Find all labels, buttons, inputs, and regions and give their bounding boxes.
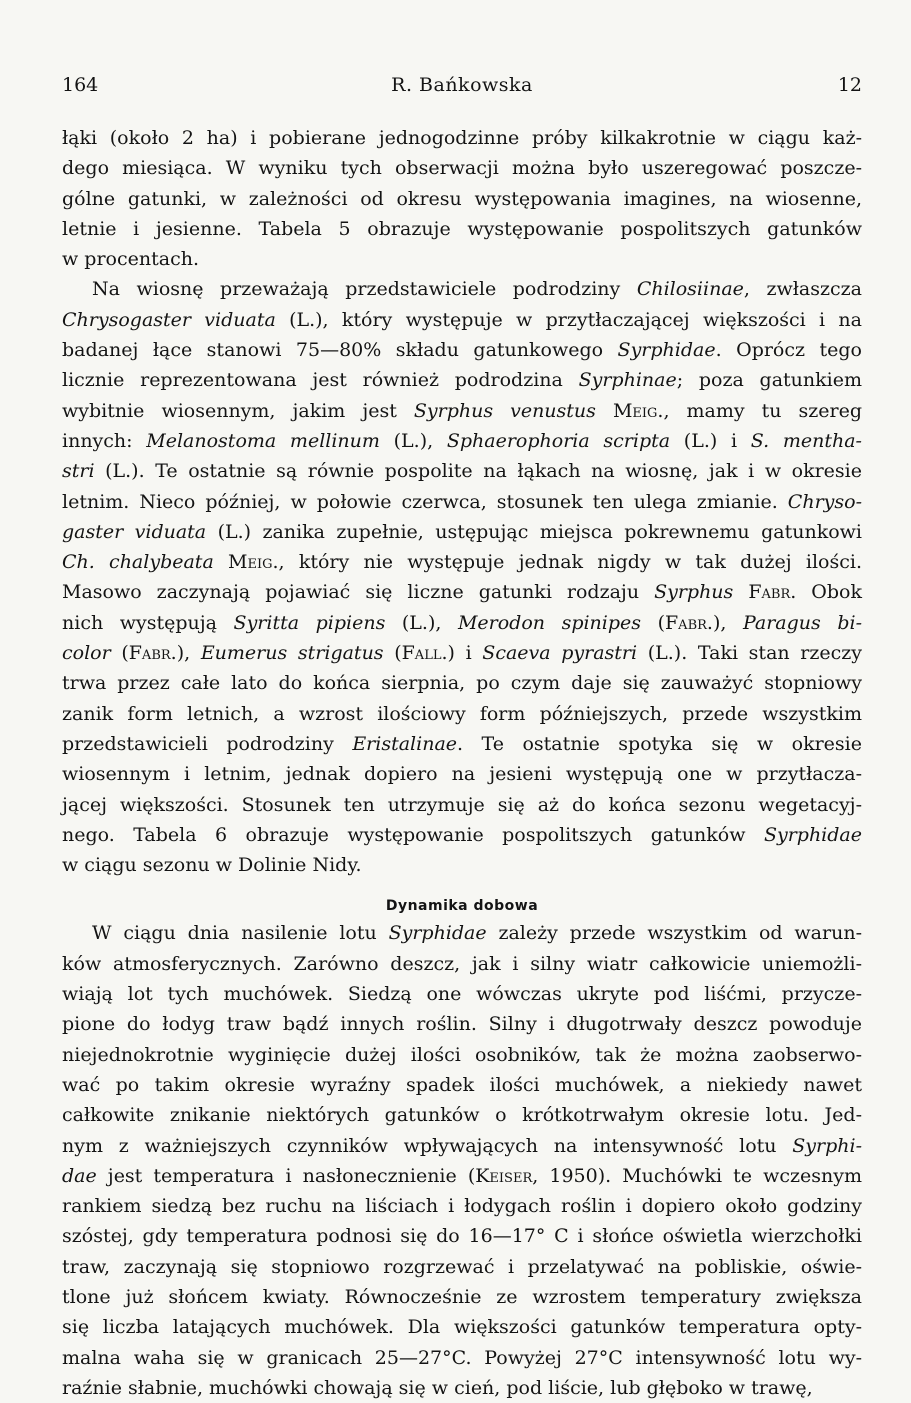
text-run: wiają lot tych muchówek. Siedzą one wówczas ukryte pod liśćmi, przycze-	[62, 983, 862, 1006]
text-line	[62, 790, 862, 820]
running-header	[62, 70, 862, 100]
text-run: w procentach.	[62, 248, 199, 271]
text-run: nym z ważniejszych czynników wpływających na intensywność lotu	[62, 1134, 793, 1157]
text-run: traw, zaczynają się stopniowo rozgrzewać i przelatywać na pobliskie, oświe-	[62, 1255, 862, 1278]
text-run: raźnie słabnie, muchówki chowają się w cień, pod liście, lub głęboko w trawę,	[62, 1376, 813, 1399]
text-run: (L.), który występuje w przytłaczającej większości i na	[275, 308, 862, 331]
text-run: całkowite znikanie niektórych gatunków o krótkotrwałym okresie lotu. Jed-	[62, 1104, 862, 1127]
text-run: malna waha się w granicach 25—27°C. Powyżej 27°C intensywność lotu wy-	[62, 1346, 862, 1369]
text-line	[62, 949, 862, 979]
text-run: łąki (około 2 ha) i pobierane jednogodzinne próby kilkakrotnie w ciągu każ-	[62, 127, 862, 149]
text-run: , zwłaszcza	[743, 278, 862, 301]
text-run: (	[110, 642, 129, 665]
text-line	[62, 577, 862, 607]
text-line	[62, 1343, 862, 1373]
italic-taxon: Paragus bi-	[742, 611, 862, 634]
text-line	[62, 668, 862, 698]
text-line	[62, 274, 862, 304]
text-run: nich występują	[62, 611, 234, 634]
text-line	[62, 426, 862, 456]
text-line	[62, 1070, 862, 1100]
text-run: jącej większości. Stosunek ten utrzymuje się aż do końca sezonu wegetacyj-	[62, 793, 862, 816]
text-run: . Obok	[790, 581, 862, 604]
italic-taxon: Syrphi-	[792, 1134, 862, 1157]
running-head-author: R. Bańkowska	[391, 74, 533, 96]
text-run	[596, 400, 613, 422]
text-run: . Oprócz tego	[715, 339, 862, 362]
italic-taxon: Sphaerophoria scripta	[446, 429, 671, 452]
text-run: szóstej, gdy temperatura podnosi się do 16—17° C i słońce oświetla wierzchołki	[62, 1225, 862, 1248]
italic-taxon: Eristalinae	[352, 732, 458, 755]
text-run: wybitnie wiosennym, jakim jest	[62, 399, 414, 422]
text-run: (	[641, 611, 665, 634]
volume-number: 12	[837, 74, 862, 96]
text-line	[62, 1100, 862, 1130]
text-run: (L.) i	[670, 429, 751, 452]
text-run: (	[383, 642, 402, 665]
paragraph-seasonal-species	[62, 274, 862, 880]
italic-taxon: S. mentha-	[750, 429, 862, 452]
text-line	[62, 1131, 862, 1161]
text-run: , 1950). Muchówki te wczesnym	[532, 1164, 862, 1187]
text-line	[62, 1009, 862, 1039]
text-run: niejednokrotnie wyginięcie dużej ilości osobników, tak że można zaobserwo-	[62, 1043, 862, 1066]
text-run: (L.) zanika zupełnie, ustępując miejsca pokrewnemu gatunkowi	[206, 520, 862, 543]
text-line	[62, 1282, 862, 1312]
text-run: tlone już słońcem kwiaty. Równocześnie ze wzrostem temperatury zwiększa	[62, 1285, 862, 1308]
text-line	[62, 729, 862, 759]
text-line	[62, 1312, 862, 1342]
text-line	[62, 214, 862, 244]
italic-taxon: stri	[62, 460, 95, 483]
text-line	[62, 305, 862, 335]
italic-taxon: Eumerus strigatus	[200, 642, 384, 665]
italic-taxon: Ch. chalybeata	[62, 551, 214, 574]
text-line	[62, 365, 862, 395]
text-run: badanej łące stanowi 75—80% składu gatunkowego	[62, 339, 618, 362]
text-line	[62, 1191, 862, 1221]
section-heading: Dynamika dobowa	[385, 898, 539, 915]
text-run: zanik form letnich, a wzrost ilościowy form późniejszych, przede wszystkim	[62, 702, 862, 725]
italic-taxon: gaster viduata	[62, 520, 207, 543]
italic-taxon: Syritta pipiens	[233, 611, 386, 634]
italic-taxon: color	[62, 642, 111, 665]
italic-taxon: Syrphus venustus	[413, 399, 596, 422]
text-line	[62, 335, 862, 365]
text-run: .),	[170, 642, 201, 665]
text-line	[62, 1252, 862, 1282]
text-run	[733, 581, 748, 603]
text-run: .) i	[441, 642, 483, 665]
text-run: (L.),	[385, 611, 458, 634]
text-line	[62, 699, 862, 729]
italic-taxon: Syrphinae	[578, 369, 677, 392]
text-run: W ciągu dnia nasilenie lotu	[92, 922, 389, 945]
italic-taxon: Chrysogaster viduata	[62, 308, 276, 331]
small-caps-author: Fabr	[665, 611, 707, 634]
italic-taxon: Chilosiinae	[636, 278, 744, 301]
text-run: ., który nie występuje jednak nigdy w tak dużej ilości.	[272, 551, 862, 574]
paragraph-seasonal-intro	[62, 123, 862, 274]
text-run: (L.),	[379, 429, 447, 452]
italic-taxon: Chryso-	[787, 490, 862, 513]
text-line	[62, 918, 862, 948]
italic-taxon: Scaeva pyrastri	[482, 642, 638, 665]
small-caps-author: Fall	[401, 642, 442, 665]
text-line	[62, 820, 862, 850]
italic-taxon: Syrphidae	[388, 922, 487, 945]
text-line	[62, 1373, 862, 1403]
text-run: w ciągu sezonu w Dolinie Nidy.	[62, 854, 362, 877]
text-run: licznie reprezentowana jest również podrodzina	[62, 369, 579, 392]
text-line	[62, 184, 862, 214]
text-run: innych:	[62, 429, 147, 452]
text-line	[62, 759, 862, 789]
italic-taxon: Melanostoma mellinum	[146, 429, 380, 452]
small-caps-author: Meig	[228, 551, 273, 574]
text-run: ., mamy tu szereg	[657, 399, 862, 422]
text-run: letnie i jesienne. Tabela 5 obrazuje występowanie pospolitszych gatunków	[62, 217, 862, 240]
text-line	[62, 244, 862, 274]
italic-taxon: Merodon spinipes	[457, 611, 642, 634]
text-run: rankiem siedzą bez ruchu na liściach i łodygach roślin i dopiero około godziny	[62, 1195, 862, 1218]
text-run: gólne gatunki, w zależności od okresu występowania imagines, na wiosenne,	[62, 187, 862, 210]
text-run: ków atmosferycznych. Zarówno deszcz, jak i silny wiatr całkowicie uniemożli-	[62, 952, 862, 975]
text-run: zależy przede wszystkim od warun-	[486, 922, 862, 945]
text-run	[214, 551, 228, 573]
text-run: pione do łodyg traw bądź innych roślin. Silny i długotrwały deszcz powoduje	[62, 1013, 862, 1036]
italic-taxon: Syrphidae	[763, 823, 862, 846]
text-line	[62, 608, 862, 638]
text-line	[62, 638, 862, 668]
italic-taxon: dae	[62, 1164, 97, 1187]
text-line	[62, 1221, 862, 1251]
text-line	[62, 850, 862, 880]
text-line	[62, 123, 862, 153]
italic-taxon: Syrphus	[654, 581, 734, 604]
text-run: jest temperatura i nasłonecznienie (	[96, 1164, 476, 1187]
text-run: trwa przez całe lato do końca sierpnia, po czym daje się zauważyć stopniowy	[62, 672, 862, 695]
small-caps-author: Fabr	[748, 581, 791, 604]
text-line	[62, 487, 862, 517]
text-run: .),	[706, 611, 743, 634]
text-run: letnim. Nieco później, w połowie czerwca, stosunek ten ulega zmianie.	[62, 490, 788, 513]
text-run: się liczba latających muchówek. Dla większości gatunków temperatura opty-	[62, 1316, 862, 1339]
page-number: 164	[62, 74, 99, 96]
text-run: nego. Tabela 6 obrazuje występowanie pospolitszych gatunków	[62, 823, 764, 846]
text-run: ; poza gatunkiem	[676, 369, 862, 392]
text-run: wiosennym i letnim, jednak dopiero na jesieni występują one w przytłacza-	[62, 763, 862, 786]
text-run: (L.). Te ostatnie są równie pospolite na łąkach na wiosnę, jak i w okresie	[94, 460, 862, 483]
paragraph-daily-dynamics	[62, 918, 862, 1403]
text-line	[62, 153, 862, 183]
text-line	[62, 547, 862, 577]
text-line	[62, 1161, 862, 1191]
small-caps-author: Fabr	[128, 642, 171, 665]
text-run: (L.). Taki stan rzeczy	[637, 642, 862, 665]
text-line	[62, 1040, 862, 1070]
small-caps-author: Meig	[612, 399, 658, 422]
text-run: przedstawicieli podrodziny	[62, 732, 353, 755]
body-text	[62, 123, 862, 1403]
text-line	[62, 396, 862, 426]
text-run: wać po takim okresie wyraźny spadek ilości muchówek, a niekiedy nawet	[62, 1073, 862, 1096]
text-run: dego miesiąca. W wyniku tych obserwacji można było uszeregować poszcze-	[62, 157, 862, 180]
text-line	[62, 979, 862, 1009]
text-run: . Te ostatnie spotyka się w okresie	[457, 732, 863, 755]
italic-taxon: Syrphidae	[617, 339, 716, 362]
text-line	[62, 456, 862, 486]
small-caps-author: Keiser	[475, 1164, 533, 1187]
text-run: Masowo zaczynają pojawiać się liczne gatunki rodzaju	[62, 581, 655, 604]
text-line	[62, 517, 862, 547]
text-run: Na wiosnę przeważają przedstawiciele podrodziny	[92, 278, 637, 301]
